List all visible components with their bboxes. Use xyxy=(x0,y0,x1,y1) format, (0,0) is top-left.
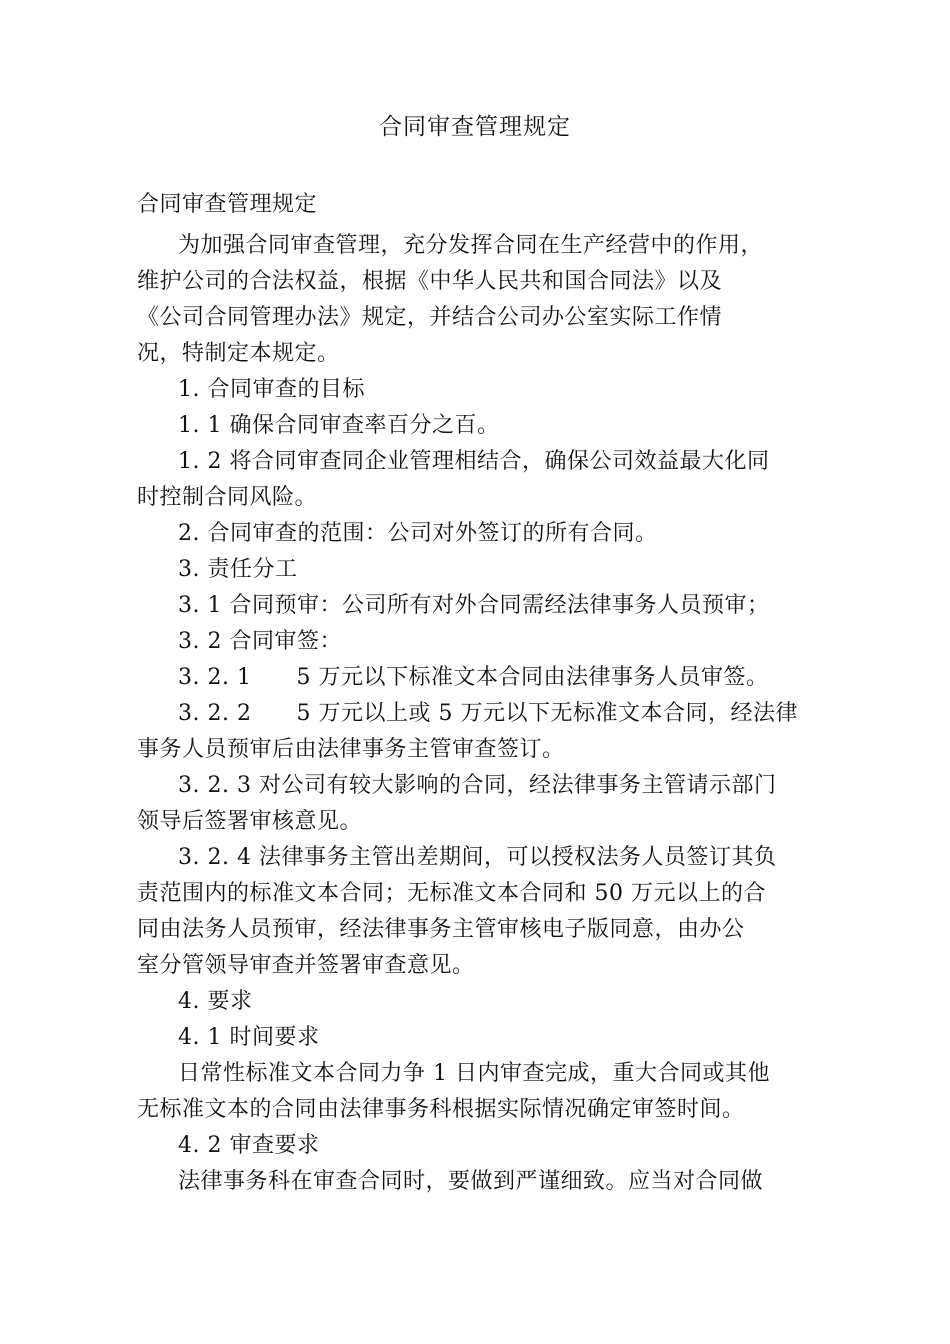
section-heading: 合同审查管理规定 xyxy=(137,192,318,217)
paragraph-line: 2. 合同审查的范围：公司对外签订的所有合同。 xyxy=(178,521,658,546)
paragraph-line: 维护公司的合法权益，根据《中华人民共和国合同法》以及 xyxy=(137,269,723,294)
paragraph-line: 况，特制定本规定。 xyxy=(137,341,340,366)
paragraph-line: 事务人员预审后由法律事务主管审查签订。 xyxy=(137,737,565,762)
paragraph-line: 领导后签署审核意见。 xyxy=(137,809,363,834)
paragraph-line: 《公司合同管理办法》规定，并结合公司办公室实际工作情 xyxy=(137,305,723,330)
paragraph-line: 3. 2. 1 5 万元以下标准文本合同由法律事务人员审签。 xyxy=(178,665,769,690)
paragraph-line: 3. 2 合同审签： xyxy=(178,629,342,654)
paragraph-line: 1. 合同审查的目标 xyxy=(178,377,365,402)
paragraph-line: 1. 2 将合同审查同企业管理相结合，确保公司效益最大化同 xyxy=(178,449,770,474)
paragraph-line: 室分管领导审查并签署审查意见。 xyxy=(137,953,475,978)
paragraph-line: 1. 1 确保合同审查率百分之百。 xyxy=(178,413,500,438)
paragraph-line: 责范围内的标准文本合同；无标准文本合同和 50 万元以上的合 xyxy=(137,881,766,906)
paragraph-line: 3. 2. 3 对公司有较大影响的合同，经法律事务主管请示部门 xyxy=(178,773,777,798)
paragraph-line: 4. 2 审查要求 xyxy=(178,1133,320,1158)
paragraph-line: 3. 责任分工 xyxy=(178,557,298,582)
paragraph-line: 时控制合同风险。 xyxy=(137,485,318,510)
paragraph-line: 4. 要求 xyxy=(178,989,253,1014)
paragraph-line: 3. 1 合同预审：公司所有对外合同需经法律事务人员预审； xyxy=(178,593,770,618)
paragraph-line: 无标准文本的合同由法律事务科根据实际情况确定审签时间。 xyxy=(137,1097,745,1122)
paragraph-line: 同由法务人员预审，经法律事务主管审核电子版同意，由办公 xyxy=(137,917,745,942)
paragraph-line: 4. 1 时间要求 xyxy=(178,1025,320,1050)
paragraph-line: 日常性标准文本合同力争 1 日内审查完成，重大合同或其他 xyxy=(178,1061,770,1086)
paragraph-line: 3. 2. 4 法律事务主管出差期间，可以授权法务人员签订其负 xyxy=(178,845,777,870)
paragraph-line: 3. 2. 2 5 万元以上或 5 万元以下无标准文本合同，经法律 xyxy=(178,701,798,726)
paragraph-line: 法律事务科在审查合同时，要做到严谨细致。应当对合同做 xyxy=(178,1169,764,1194)
paragraph-line: 为加强合同审查管理，充分发挥合同在生产经营中的作用， xyxy=(178,233,764,258)
document-title: 合同审查管理规定 xyxy=(379,114,571,140)
document-body xyxy=(137,187,811,1200)
